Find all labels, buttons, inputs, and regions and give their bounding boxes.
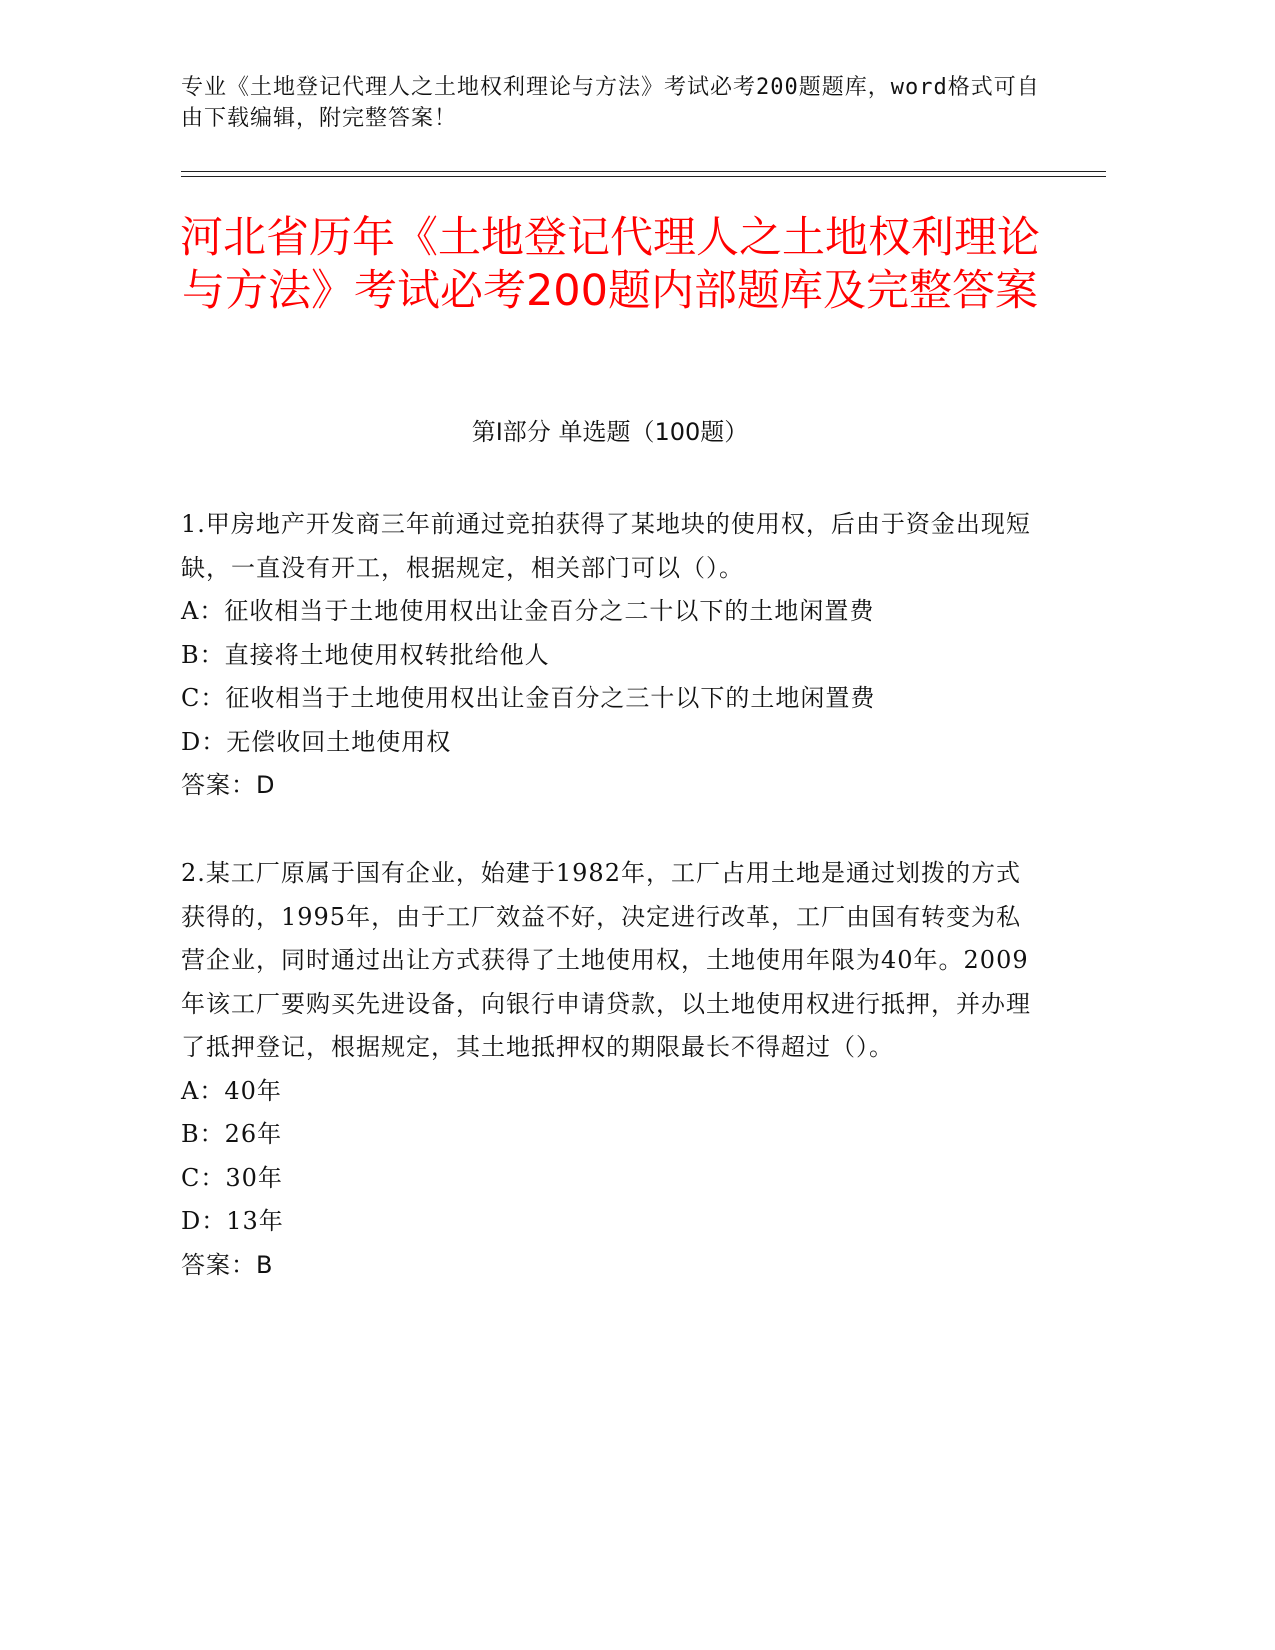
document-title: 河北省历年《土地登记代理人之土地权利理论与方法》考试必考200题内部题库及完整答案: [180, 213, 1040, 316]
option-b: B：直接将土地使用权转批给他人: [181, 640, 550, 669]
option-c: C：30年: [181, 1163, 283, 1192]
question-1: [181, 503, 1041, 808]
header-divider: [181, 171, 1106, 177]
option-d: D：13年: [181, 1207, 284, 1235]
question-2: [181, 852, 1041, 1287]
option-a: A：征收相当于土地使用权出让金百分之二十以下的土地闲置费: [181, 597, 875, 625]
answer: 答案：D: [181, 771, 276, 799]
answer: 答案：B: [181, 1250, 274, 1279]
question-stem: 1.甲房地产开发商三年前通过竞拍获得了某地块的使用权，后由于资金出现短缺，一直没有开工，根据规定，相关部门可以（）。: [181, 510, 1031, 582]
question-stem: 2.某工厂原属于国有企业，始建于1982年，工厂占用土地是通过划拨的方式获得的，1995年，由于工厂效益不好，决定进行改革，工厂由国有转变为私营企业，同时通过出让方式获得了土地使用权，土地使用年限为40年。2009年该工厂要购买先进设备，向银行申请贷款，以土地使用权进行抵押，并办理了抵押登记，根据规定，其土地抵押权的期限最长不得超过（）。: [181, 859, 1031, 1061]
section-heading: 第Ⅰ部分 单选题（100题）: [471, 418, 749, 446]
option-c: C：征收相当于土地使用权出让金百分之三十以下的土地闲置费: [181, 684, 876, 712]
option-a: A：40年: [181, 1076, 282, 1105]
option-d: D：无偿收回土地使用权: [181, 727, 452, 756]
option-b: B：26年: [181, 1120, 283, 1148]
header-note: 专业《土地登记代理人之土地权利理论与方法》考试必考200题题库，word格式可自由下载编辑，附完整答案！: [181, 75, 1040, 131]
